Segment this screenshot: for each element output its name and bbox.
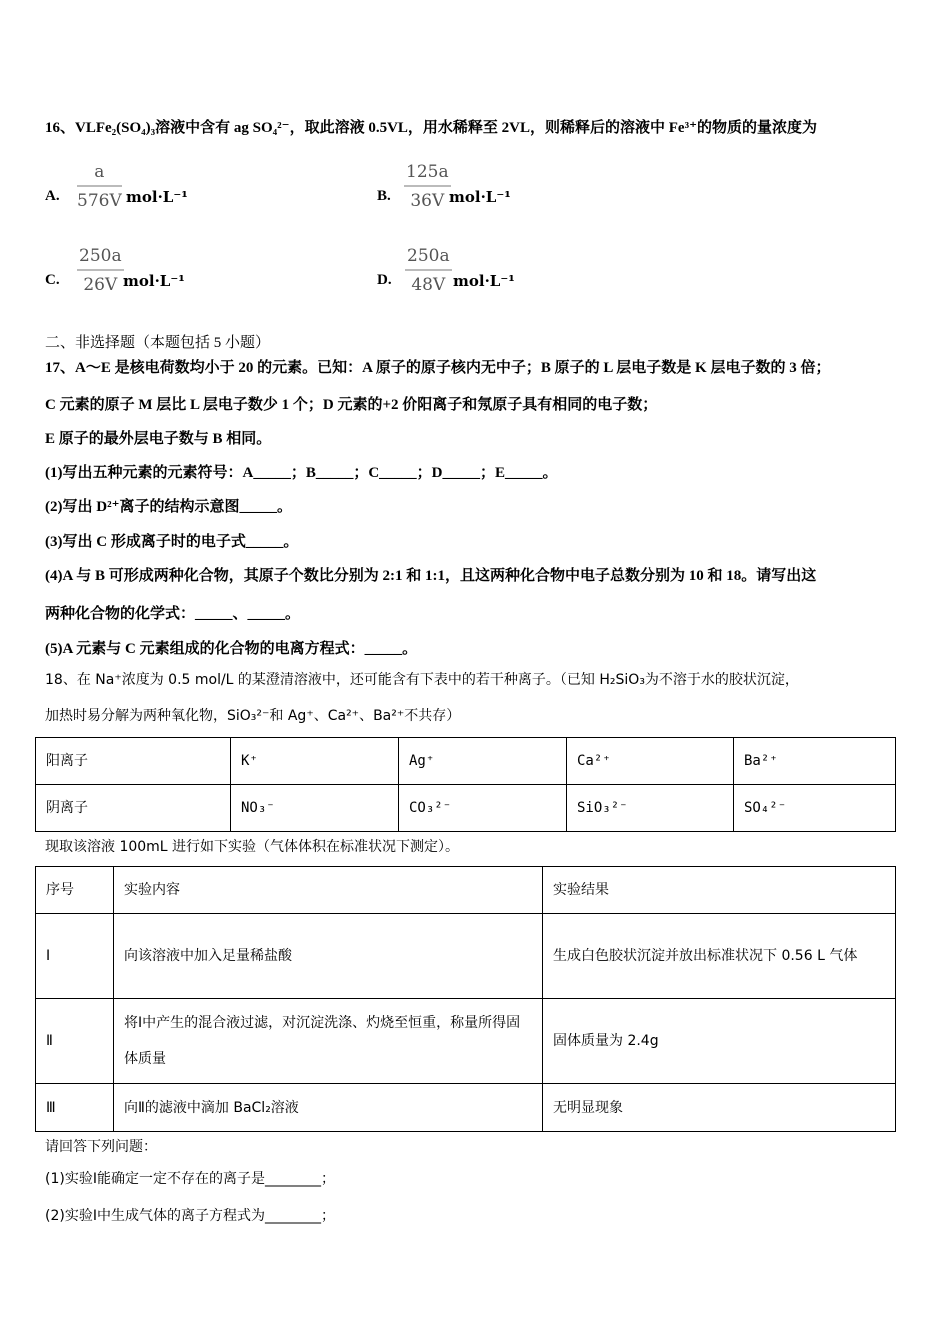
option-label: C. bbox=[45, 272, 60, 288]
numerator: a bbox=[77, 162, 122, 187]
q17-line: (5)A 元素与 C 元素组成的化合物的电离方程式：_____。 bbox=[45, 641, 418, 657]
table-cell: 无明显现象 bbox=[543, 1084, 896, 1132]
q16-stem: 16、VLFe₂(SO₄)₃溶液中含有 ag SO₄²⁻，取此溶液 0.5VL，用水稀释至 2VL，则稀释后的溶液中 Fe³⁺的物质的量浓度为 bbox=[45, 120, 817, 136]
numerator: 125a bbox=[404, 162, 451, 187]
table-cell: CO₃²⁻ bbox=[399, 785, 567, 832]
q17-line: (3)写出 C 形成离子时的电子式_____。 bbox=[45, 534, 299, 550]
option-fraction bbox=[77, 162, 122, 211]
option-fraction bbox=[405, 246, 452, 295]
q18-intro: 18、在 Na⁺浓度为 0.5 mol/L 的某澄清溶液中，还可能含有下表中的若干种离子。（已知 H₂SiO₃为不溶于水的胶状沉淀， bbox=[45, 672, 799, 688]
denominator: 26V bbox=[83, 275, 118, 295]
q17-line: 两种化合物的化学式：_____、_____。 bbox=[45, 606, 301, 622]
option-fraction bbox=[404, 162, 451, 211]
q17-line: (4)A 与 B 可形成两种化合物，其原子个数比分别为 2:1 和 1:1，且这两种化合物中电子总数分别为 10 和 18。请写出这 bbox=[45, 568, 817, 584]
table-cell: Ba²⁺ bbox=[734, 738, 896, 785]
table-cell: 生成白色胶状沉淀并放出标准状况下 0.56 L 气体 bbox=[543, 914, 896, 999]
q18-prompt: 请回答下列问题： bbox=[45, 1139, 157, 1155]
table-header-row bbox=[36, 867, 896, 914]
table-cell: Ⅲ bbox=[36, 1084, 114, 1132]
denominator: 576V bbox=[77, 191, 122, 211]
table-row bbox=[36, 999, 896, 1084]
q17-line: (2)写出 D²⁺离子的结构示意图_____。 bbox=[45, 499, 292, 515]
q18-question: (2)实验Ⅰ中生成气体的离子方程式为________； bbox=[45, 1208, 335, 1224]
table-cell: 阳离子 bbox=[36, 738, 231, 785]
option-label: B. bbox=[377, 188, 391, 204]
experiment-intro: 现取该溶液 100mL 进行如下实验（气体体积在标准状况下测定）。 bbox=[45, 839, 460, 855]
option-label: A. bbox=[45, 188, 60, 204]
denominator: 48V bbox=[411, 275, 446, 295]
q17-line: (1)写出五种元素的元素符号：A_____；B_____；C_____；D_____；E_____。 bbox=[45, 465, 558, 481]
table-row bbox=[36, 738, 896, 785]
table-cell: K⁺ bbox=[231, 738, 399, 785]
table-cell: 向Ⅱ的滤液中滴加 BaCl₂溶液 bbox=[114, 1084, 543, 1132]
option-unit: mol·L⁻¹ bbox=[449, 188, 511, 206]
option-unit: mol·L⁻¹ bbox=[126, 188, 188, 206]
table-header: 序号 bbox=[36, 867, 114, 914]
numerator: 250a bbox=[77, 246, 124, 271]
q18-intro: 加热时易分解为两种氧化物，SiO₃²⁻和 Ag⁺、Ca²⁺、Ba²⁺不共存） bbox=[45, 708, 461, 724]
table-cell: Ⅱ bbox=[36, 999, 114, 1084]
experiment-table bbox=[35, 866, 896, 1132]
q18-question: (1)实验Ⅰ能确定一定不存在的离子是________； bbox=[45, 1171, 335, 1187]
table-row bbox=[36, 785, 896, 832]
q17-line: 17、A～E 是核电荷数均小于 20 的元素。已知：A 原子的原子核内无中子；B 原子的 L 层电子数是 K 层电子数的 3 倍； bbox=[45, 360, 831, 376]
q17-line: E 原子的最外层电子数与 B 相同。 bbox=[45, 431, 272, 447]
table-cell: 向该溶液中加入足量稀盐酸 bbox=[114, 914, 543, 999]
table-header: 实验结果 bbox=[543, 867, 896, 914]
option-fraction bbox=[77, 246, 124, 295]
denominator: 36V bbox=[410, 191, 445, 211]
table-cell: SiO₃²⁻ bbox=[567, 785, 734, 832]
option-unit: mol·L⁻¹ bbox=[453, 272, 515, 290]
option-unit: mol·L⁻¹ bbox=[123, 272, 185, 290]
table-row bbox=[36, 914, 896, 999]
table-cell: Ag⁺ bbox=[399, 738, 567, 785]
table-cell: 将Ⅰ中产生的混合液过滤，对沉淀洗涤、灼烧至恒重，称量所得固体质量 bbox=[114, 999, 543, 1084]
table-row bbox=[36, 1084, 896, 1132]
table-cell: NO₃⁻ bbox=[231, 785, 399, 832]
section-heading: 二、非选择题（本题包括 5 小题） bbox=[45, 335, 271, 351]
q17-line: C 元素的原子 M 层比 L 层电子数少 1 个；D 元素的+2 价阳离子和氖原子具有相同的电子数； bbox=[45, 397, 658, 413]
table-cell: Ⅰ bbox=[36, 914, 114, 999]
table-cell: Ca²⁺ bbox=[567, 738, 734, 785]
ion-table bbox=[35, 737, 896, 832]
table-cell: SO₄²⁻ bbox=[734, 785, 896, 832]
table-cell: 阴离子 bbox=[36, 785, 231, 832]
option-label: D. bbox=[377, 272, 392, 288]
table-cell: 固体质量为 2.4g bbox=[543, 999, 896, 1084]
numerator: 250a bbox=[405, 246, 452, 271]
table-header: 实验内容 bbox=[114, 867, 543, 914]
